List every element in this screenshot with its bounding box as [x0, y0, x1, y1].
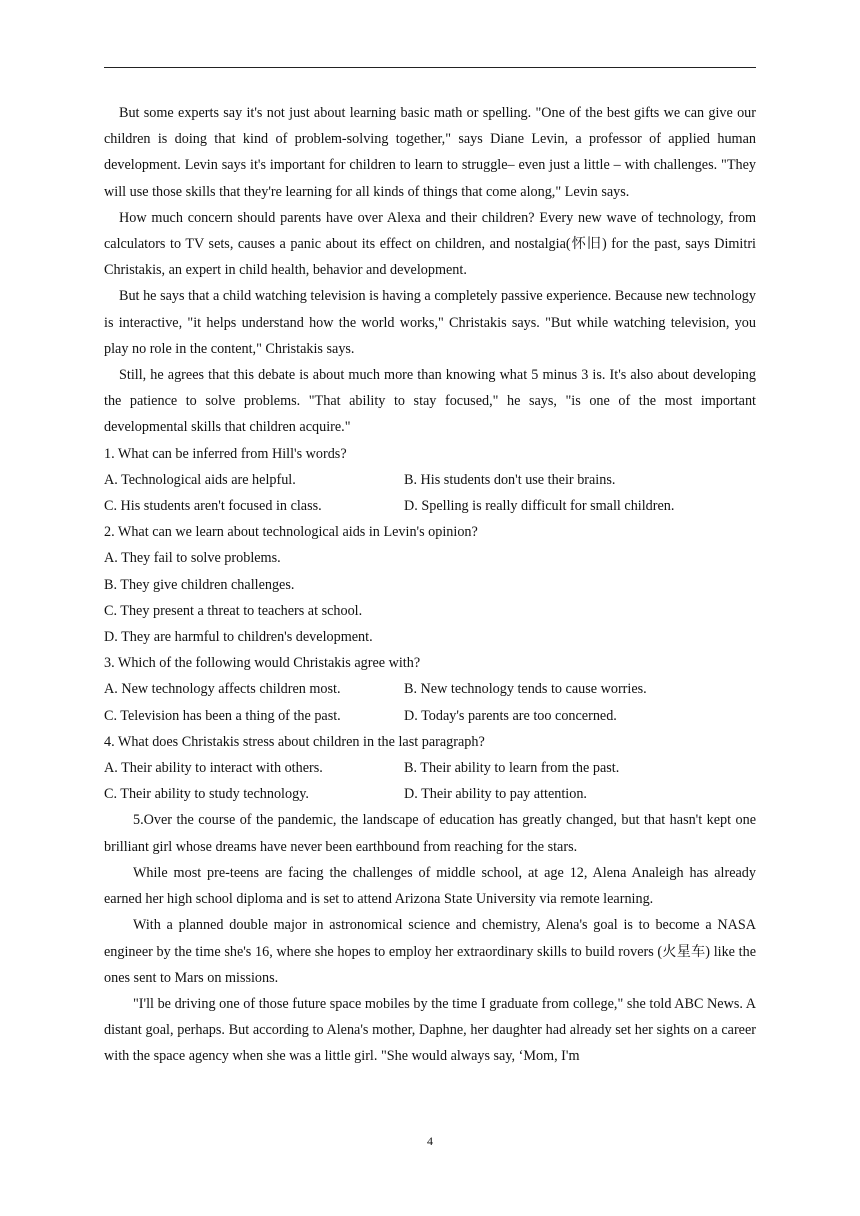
option-d: D. Their ability to pay attention. [404, 786, 587, 803]
option-d: D. Today's parents are too concerned. [404, 707, 617, 724]
option-b: B. His students don't use their brains. [404, 471, 616, 488]
paragraph: But he says that a child watching television is having a completely passive experience. Because new technology is interactive, "it helps understand how the world works," Christakis says. "But while watching television, you play no role in the content," Christakis says. [104, 288, 756, 357]
option-row [104, 467, 756, 493]
option-a: A. Their ability to interact with others. [104, 760, 323, 777]
header-rule [104, 67, 756, 68]
option-d: D. Spelling is really difficult for small children. [404, 498, 675, 515]
question-stem: 4. What does Christakis stress about children in the last paragraph? [104, 733, 485, 750]
option-c: C. His students aren't focused in class. [104, 498, 322, 515]
option-row [104, 755, 756, 781]
question-stem: 2. What can we learn about technological aids in Levin's opinion? [104, 524, 478, 541]
option-d: D. They are harmful to children's development. [104, 629, 373, 646]
option-c: C. Television has been a thing of the past. [104, 707, 341, 724]
option-a: A. Technological aids are helpful. [104, 471, 296, 488]
paragraph: With a planned double major in astronomical science and chemistry, Alena's goal is to become a NASA engineer by the time she's 16, where she hopes to employ her extraordinary skills to build rovers (火星车) like the ones sent to Mars on missions. [104, 917, 756, 986]
option-b: B. Their ability to learn from the past. [404, 760, 620, 777]
option-c: C. Their ability to study technology. [104, 786, 309, 803]
option-a: A. New technology affects children most. [104, 681, 341, 698]
page-number: 4 [427, 1134, 433, 1148]
paragraph: "I'll be driving one of those future space mobiles by the time I graduate from college," she told ABC News. A distant goal, perhaps. But according to Alena's mother, Daphne, her daughter had already set her sights on a career with the space agency when she was a little girl. "She would always say, ‘Mom, I'm [104, 995, 756, 1065]
question-stem: 1. What can be inferred from Hill's words? [104, 445, 347, 462]
paragraph: While most pre-teens are facing the challenges of middle school, at age 12, Alena Analeigh has already earned her high school diploma and is set to attend Arizona State University via remote learning. [104, 864, 756, 908]
option-a: A. They fail to solve problems. [104, 550, 281, 567]
paragraph: How much concern should parents have over Alexa and their children? Every new wave of technology, from calculators to TV sets, causes a panic about its effect on children, and nostalgia(怀旧) for the past, says Dimitri Christakis, an expert in child health, behavior and development. [104, 209, 756, 279]
option-b: B. New technology tends to cause worries. [404, 681, 647, 698]
option-c: C. They present a threat to teachers at school. [104, 602, 363, 619]
option-row [104, 781, 756, 807]
option-row [104, 493, 756, 519]
paragraph: 5.Over the course of the pandemic, the landscape of education has greatly changed, but that hasn't kept one brilliant girl whose dreams have never been earthbound from reaching for the stars. [104, 812, 756, 855]
option-row [104, 703, 756, 729]
option-row [104, 676, 756, 702]
option-b: B. They give children challenges. [104, 576, 295, 593]
question-stem: 3. Which of the following would Christakis agree with? [104, 655, 421, 672]
paragraph: But some experts say it's not just about learning basic math or spelling. "One of the best gifts we can give our children is doing that kind of problem-solving together," says Diane Levin, a professor of applied human development. Levin says it's important for children to learn to struggle– even just a little – with challenges. "They will use those skills that they're learning for all kinds of things that come along," Levin says. [104, 105, 756, 200]
paragraph: Still, he agrees that this debate is about much more than knowing what 5 minus 3 is. It's also about developing the patience to solve problems. "That ability to stay focused," he says, "is one of the most important developmental skills that children acquire." [104, 367, 756, 436]
page-content [104, 100, 756, 1070]
